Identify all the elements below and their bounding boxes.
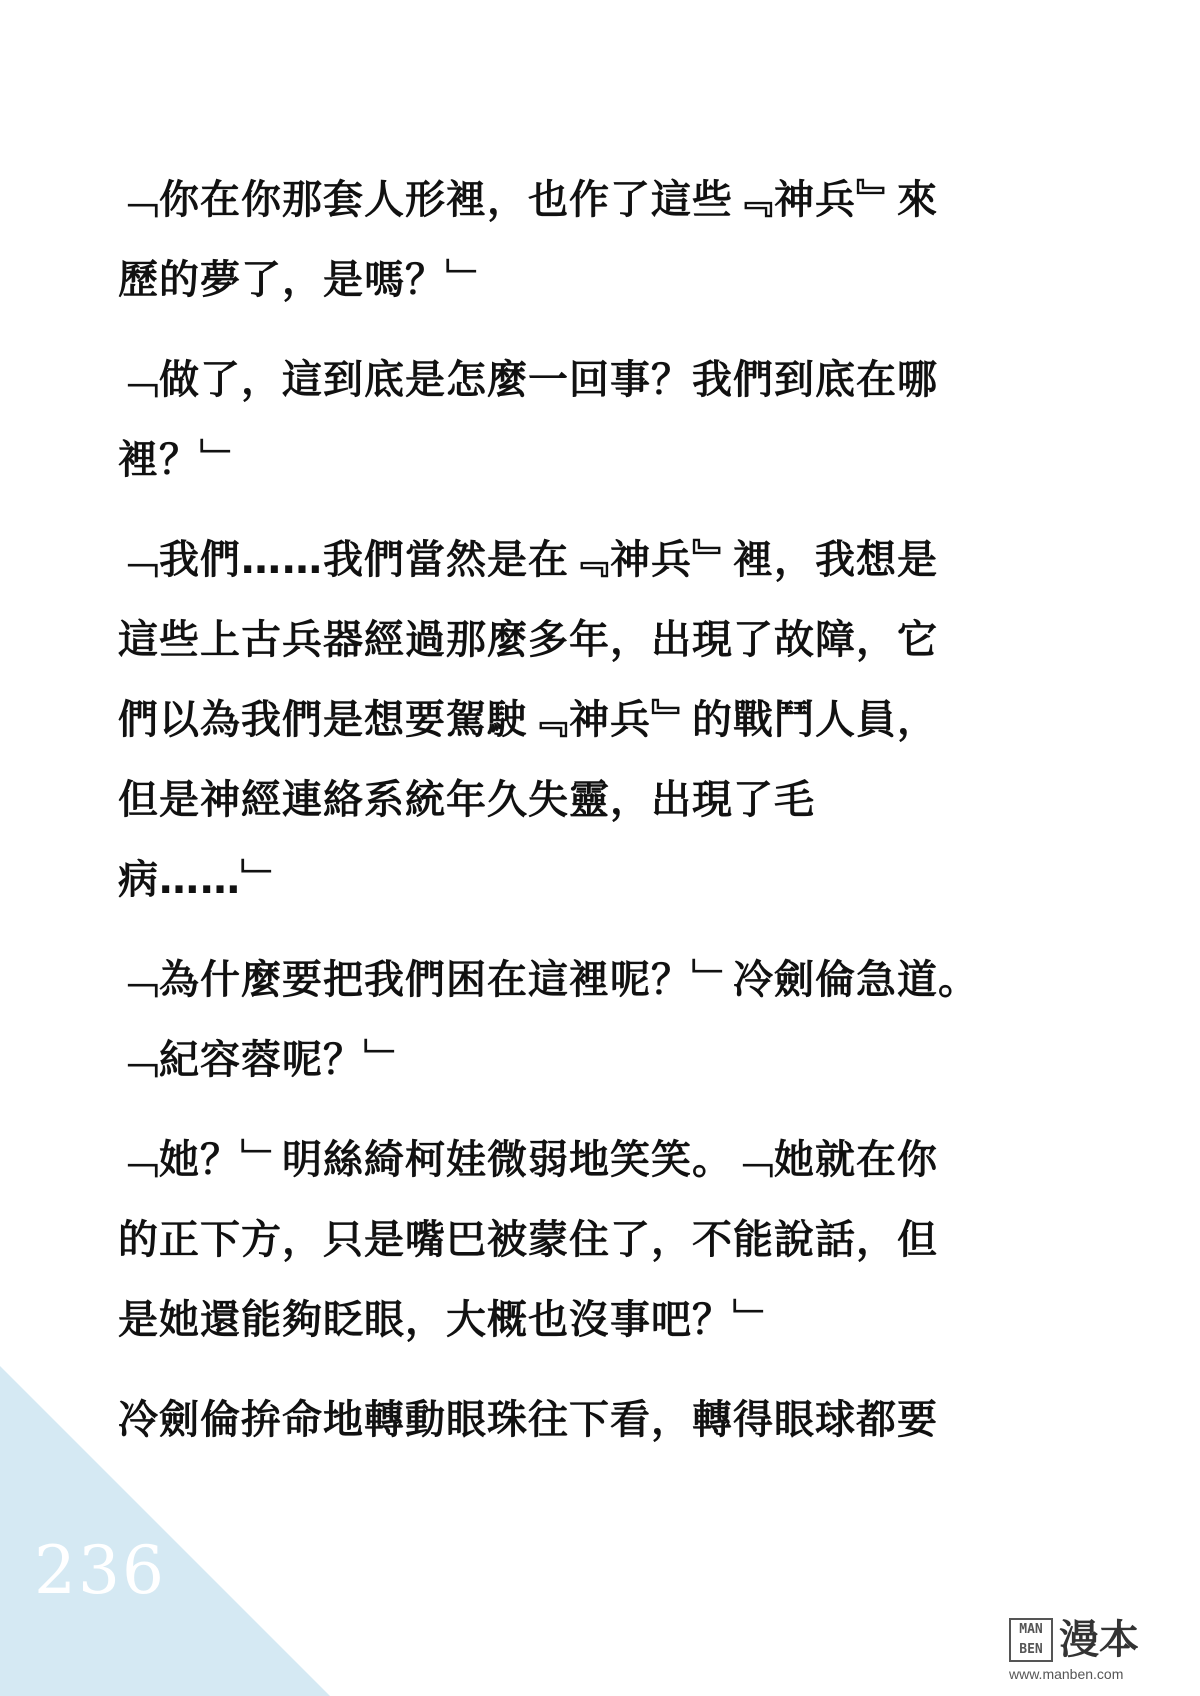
text-line: 但是神經連絡系統年久失靈，出現了毛 (118, 777, 815, 823)
watermark (1009, 1618, 1184, 1686)
paragraph-5 (118, 1120, 1118, 1360)
text-line: 裡？﹂ (118, 437, 241, 483)
text-line: 的正下方，只是嘴巴被蒙住了，不能說話，但 (118, 1217, 938, 1263)
text-line: ﹁她？﹂明絲綺柯娃微弱地笑笑。﹁她就在你 (118, 1137, 938, 1183)
text-line: 這些上古兵器經過那麼多年，出現了故障，它 (118, 617, 938, 663)
text-line: 冷劍倫拚命地轉動眼珠往下看，轉得眼球都要 (118, 1397, 938, 1443)
watermark-logo-line1: MAN (1019, 1622, 1043, 1637)
paragraph-1 (118, 160, 1118, 320)
watermark-logo-icon (1009, 1618, 1053, 1662)
watermark-title: 漫本 (1059, 1617, 1139, 1663)
text-line: ﹁我們……我們當然是在﹃神兵﹄裡，我想是 (118, 537, 938, 583)
text-line: ﹁紀容蓉呢？﹂ (118, 1037, 405, 1083)
paragraph-3 (118, 520, 1118, 920)
paragraph-2 (118, 340, 1118, 500)
page-number: 236 (34, 1532, 166, 1609)
text-line: ﹁為什麼要把我們困在這裡呢？﹂冷劍倫急道。 (118, 957, 979, 1003)
body-text (118, 160, 1118, 1460)
text-line: ﹁你在你那套人形裡，也作了這些﹃神兵﹄來 (118, 177, 938, 223)
paragraph-6 (118, 1380, 1118, 1460)
text-line: 歷的夢了，是嗎？﹂ (118, 257, 487, 303)
text-line: ﹁做了，這到底是怎麼一回事？我們到底在哪 (118, 357, 938, 403)
paragraph-4 (118, 940, 1118, 1100)
watermark-logo-line2: BEN (1019, 1642, 1043, 1657)
text-line: 是她還能夠眨眼，大概也沒事吧？﹂ (118, 1297, 774, 1343)
text-line: 病……﹂ (118, 857, 282, 903)
text-line: 們以為我們是想要駕駛﹃神兵﹄的戰鬥人員， (118, 697, 938, 743)
watermark-url: www.manben.com (1009, 1666, 1124, 1682)
